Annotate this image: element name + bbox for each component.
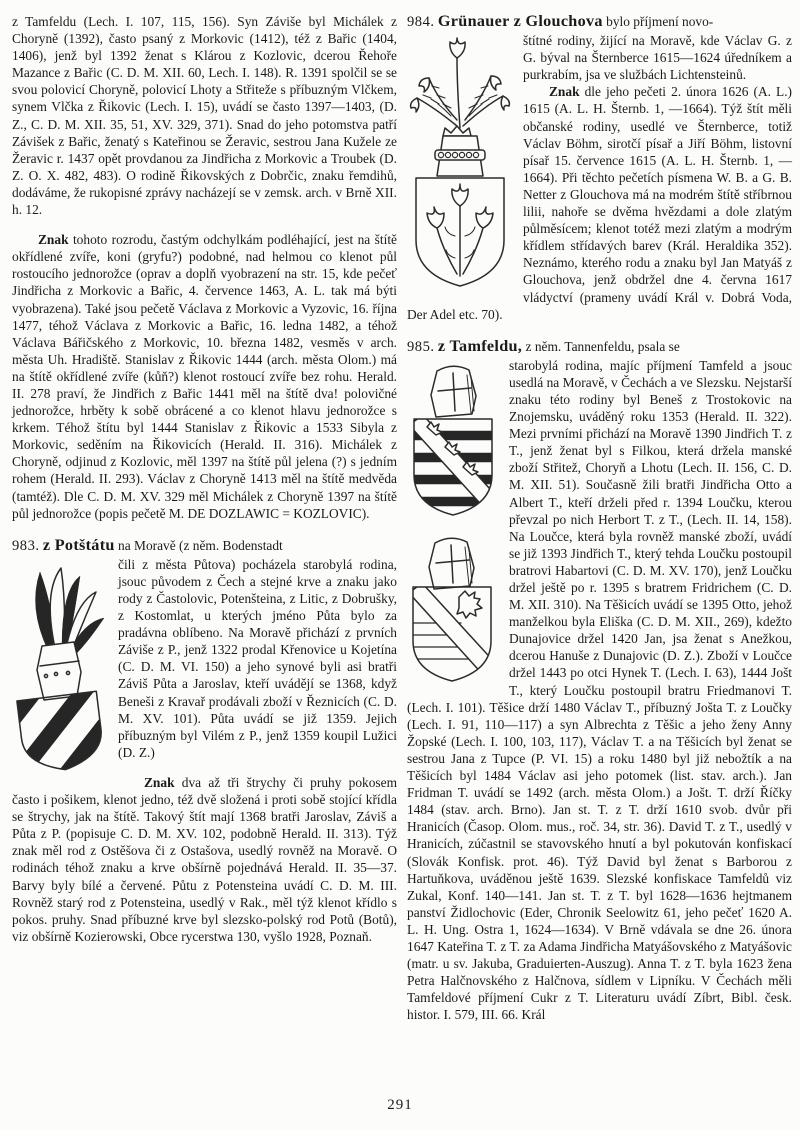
page-number: 291 — [387, 1097, 413, 1113]
two-column-text — [12, 13, 792, 1023]
coat-of-arms-984-icon — [407, 36, 513, 294]
coat-of-arms-985a-icon — [407, 361, 499, 529]
entry-983-lead-text: na Moravě (z něm. Bodenstadt — [118, 537, 283, 553]
entry-985-heading — [407, 338, 792, 356]
entry-985-lead-text: z něm. Tannenfeldu, psala se — [525, 338, 680, 354]
znak-rozrod-text: tohoto rozrodu, častým odchylkám podléhající, jest na štítě okřídlené zvíře, koni (gryfu?) podobné, nad helmou co klenot půl rostoucího jednorožce (oprav a doplň vyobrazení na str. 15, kde pečeť Jindřicha z Morkovic a Bařic, 4. července 1463, A. L. tak má býti vyobrazena). Také jsou pečetě Václava z Morkovic a Vyzovic, 16. října 1477, téhož Václava z Morkovic a Bařic, 16. ledna 1482, a téhož Václava Bářičského z Morkovic, 10. března 1482, vesměs v arch. města Uh. Hradiště. Stanislav z Řikovic 1444 (arch. města Olom.) má na štítě okřídlené zvíře (kůň?) klenot rostoucí zvíře bez rohu. Herald. II. 278 praví, že Jindřich z Bařic 1441 měl na štítě dva! polovičné jednorožce, hrběty k sobě obrácené a co klenot hlavu jednorožce s krkem. Téhož štítu byl 1444 Stanislav z Řikovic a 1533 Sibyla z Morkovic, seděním na Řikovicích (Herald. II. 316). Michálek z Choryně, odjinud z Kozlovic, měl 1397 na štítě půl jelena (?) s jedním rohem (Herald. II. 293). Václav z Choryně 1413 měl na štítě medvěda (tamtéž). Dle C. D. M. XV. 329 měl Michálek z Choryně 1397 na štítě půl jednorožce (popis pečetě M. DE DOZLAWIC = KOZLOVIC). — [12, 232, 397, 521]
entry-983-heading — [12, 537, 397, 555]
entry-984-znak-text: dle jeho pečeti 2. února 1626 (A. L.) 1615 (A. L. H. Šternb. 1, —1664). Týž štít měli občanské rodiny, usedlé ve Šternberce, totiž Václav Böhm, sirotčí písař a Jiří Böhm, listovní písař 15. července 1615 (A. L. H. Šternb. 1, —1664). Při těchto pečetích písmena W. B. a G. B. Netter z Glouchova má na modrém štítě stříbrnou lilii, nahoře se dvěma hvězdami a dole zlatým půlměsícem; klenot totéž mezi zlatým a modrým křídlem střídavých barev (Král. Heraldika 352). Neznámo, kterého rodu a znaku byl Jan Matyáš z Glouchova, jenž obdržel dne 4. června 1617 vládyctví (prameny uvádí Král v. Dobrá Voda, Der Adel etc. 70). — [407, 84, 792, 322]
znak-lead-word: Znak — [144, 774, 175, 790]
entry-985-body-text: starobylá rodina, majíc příjmení Tamfeld a jsouc usedlá na Moravě, v Čechách a ve Slezsku. Nejstarší znaku této rodiny byl Beneš z Trostokovic na Znojemsku, uváděný roku 1353 (Herald. II. 322). Mezi prvními přichází na Moravě 1390 Jindřich T. z T., jenž ženat byl s Filkou, která držela manské zboží Střitež, Choryň a Lhotu (Lech. II. 156, C. D. M. XII. 51). Současně žili bratři Jindřicha Otto a Albert T., kteří drželi před r. 1394 Loučku, kterou převzal po nich Herbort T. z T., (Lech. II. 14, 158). Na Loučce, která byla rovněž manské zboží, uvádí se již 1393 Jindřich T., který tehda Loučku postoupil bratrovi Habartovi (C. D. M. XV. 170), jenž Loučku držel ještě po r. 1395 s bratrem Fridrichem (C. D. M. XII. 310). Na Těšicích uvádí se 1395 Otto, jehož manželkou byla Eliška (C. D. M. XII., 269), kdežto Dunajovice držel 1420 Jan, jsa ženat s Anežkou, dcerou Hanuše z Dunajovic (D. Z.). Zboží v Loučce držel 1443 po otci Hynek T. (Lech. I. 63), 1444 Jošt T., který Loučku postoupil bratru Friedmanovi T. (Lech. I. 101). Těšice drží 1480 Václav T., příbuzný Jošta T. z Loučky (Lech. I. 91, 110—117) a syn Albrechta z Těšic a jeho ženy Anny Žopské (Lech. I. 100, 103, 117), Václav T. a na Těšicích byl ženat se sestrou Jana z Tupce (P. VI. 15) a roku 1480 byl již nebožtík a na Těšicích byl 1484 Václav asi jeho potomek (list. stav. arch.). Jan Fridman T. uvádí se 1492 (arch. města Olom.) a Jošt. T. drží Říčky 1484 (stav. arch. Brno). Jan st. T. z T. drží 1610 svob. dvůr při Hranicích (Časop. Olom. mus., roč. 34, str. 36). David T. z T., usedlý v Hranicích, zúčastnil se stavovského hnutí a byl pokutován konfiskací (Slovák Konfisk. prot. 46). Týž David byl ženat s Barborou z Hartuňkova, uváděnou ještě 1639. Slezské konfiskace Tamfeldů viz Zukal, Konf. 140—141. Jan st. T. z T. byl 1628—1636 hejtmanem panství Židlochovic (Eder, Chronik Seelowitz 61, jeho pečeť 1620 A. L. H. Ung. Ostra 1, 1624—1634). V Brně vdávala se dne 26. února 1647 Kateřina T. z T. za Adama Jindřicha Matyášovského z Matyášovic (matr. u sv. Jakuba, Graduierten-Auszug). Anna T. z T. byla 1623 žena Petra Halčnovského z Halčnova, sídlem v Lipníku. V Čechách měli Tamfeldové příjmení Cukr z T. Literaturu uvádí Zíbrt, Bibl. česk. histor. I. 579, III. 66. Král — [407, 357, 792, 1023]
entry-984-heading — [407, 13, 792, 31]
entry-984-title: Grünauer z Glouchova — [437, 12, 603, 30]
entry-985-body-block — [407, 357, 792, 1024]
entry-985-tamfeld — [407, 338, 792, 1024]
entry-985-title: z Tamfeldu, — [437, 336, 523, 355]
entry-983-title: z Potštátu — [42, 535, 115, 554]
entry-985-number: 985. — [407, 338, 435, 355]
entry-983-number: 983. — [12, 537, 40, 554]
entry-983-body-block — [12, 556, 397, 761]
paragraph-znak-strychy — [12, 774, 397, 945]
znak-lead-word: Znak — [549, 84, 580, 100]
left-column — [12, 13, 397, 1023]
entry-984-grunauer — [407, 13, 792, 323]
entry-984-lead-text: bylo příjmení novo- — [606, 14, 714, 29]
entry-983-potstatu — [12, 537, 397, 761]
entry-984-body-text: štítné rodiny, žijící na Moravě, kde Václav G. z G. býval na Šternberce 1615—1624 úředníkem a purkrabím, jsa ve službách Lichtensteinů. — [523, 33, 792, 83]
entry-984-number: 984. — [407, 14, 435, 30]
znak-lead-word: Znak — [38, 232, 69, 248]
entry-985-figures — [407, 361, 499, 695]
paragraph-znak-rozrod — [12, 231, 397, 522]
znak-strychy-text: dva až tři štrychy či pruhy pokosem často i pošikem, klenot jedno, též dvě složená i proti sobě stojící křídla se štrychy, jak na štítě. Takový štít mají 1368 bratři Jaroslav, Záviš a Půta z P. (popisuje C. D. M. XV. 102, podobně Herald. II. 313). Týž znak měl rod z Ostěšova či z Ostašova, usedlý rovněž na Moravě. O rodinách téhož znaku a krve obšírně pojednává Herald. II. 35—37. Barvy byly bílé a červené. Půtu z Potensteina uvádí C. D. M. III. Rovněž starý rod z Potensteina, usedlý v Rak., měl týž klenot křídlo s pokos. pruhy. Snad příbuzné krve byl slezsko-polský rod Potů (Botů), viz obšírně Kozierowski, Obce rycerstwa 130, vyšlo 1928, Poznaň. — [12, 774, 397, 944]
entry-984-body-block — [407, 32, 792, 323]
paragraph-tamfeld-continuation: z Tamfeldu (Lech. I. 107, 115, 156). Syn Záviše byl Michálek z Choryně (1392), často psaný z Morkovic (1412), též z Bařic (1404, 1406), jenž byl 1392 ženat s Klárou z Kozlovic, dcerou Řehoře Mazance z Bařic (C. D. M. XII. 60, Lech. I. 148). R. 1391 spolčil se se svou polovicí Choryně, polovicí Lhoty a Střiteže s příbuzným Vlčkem, synem Vlčka z Řikovic (Lech. I. 15), uvádí se často 1397—1403, (D. Z., C. D. M. XII. 35, 51, XV. 329, 371). Snad do jeho potomstva patří Závišek z Bařic, ženatý s Kateřinou se Žeravic, sestrou Jana Kužele ze Žeravic r. 1437 opět provdanou za Jindřicha z Morkovic a Troubek (D. Z. O. X. 482, 483). O rodině Řikovských z Dobrčic, znaku řemdihů, dodáváme, že rukopisné zprávy nacházejí se v zemsk. arch. v Brně XII. h. 12. — [12, 14, 397, 218]
entry-983-body-text: čili z města Půtova) pocházela starobylá rodina, jsouc původem z Čech a stejné krve a znaku jako rody z Častolovic, Potenšteina, z Litic, z Dobrušky, z Kostomlat, u kterých jméno Půta bylo za pradávna oblíbeno. Na Moravě přichází z prvních Záviše z P., jenž 1322 prodal Křenovice u Kojetína (C. D. M. VI. 150) a jeho synové byli asi bratři Záviš Půta a Jaroslav, kteří uvádějí se 1368, když Beneši z Kravař prodávali zboží v Řeznicích (C. D. M. XV. 101). Půta uvádí se již 1359. Jejich příbuzným byl Vilém z P., jenž 1359 koupil Lužici (D. Z.) — [118, 556, 397, 760]
coat-of-arms-983-icon — [12, 560, 108, 772]
coat-of-arms-985b-icon — [407, 535, 499, 695]
right-column — [407, 13, 792, 1023]
